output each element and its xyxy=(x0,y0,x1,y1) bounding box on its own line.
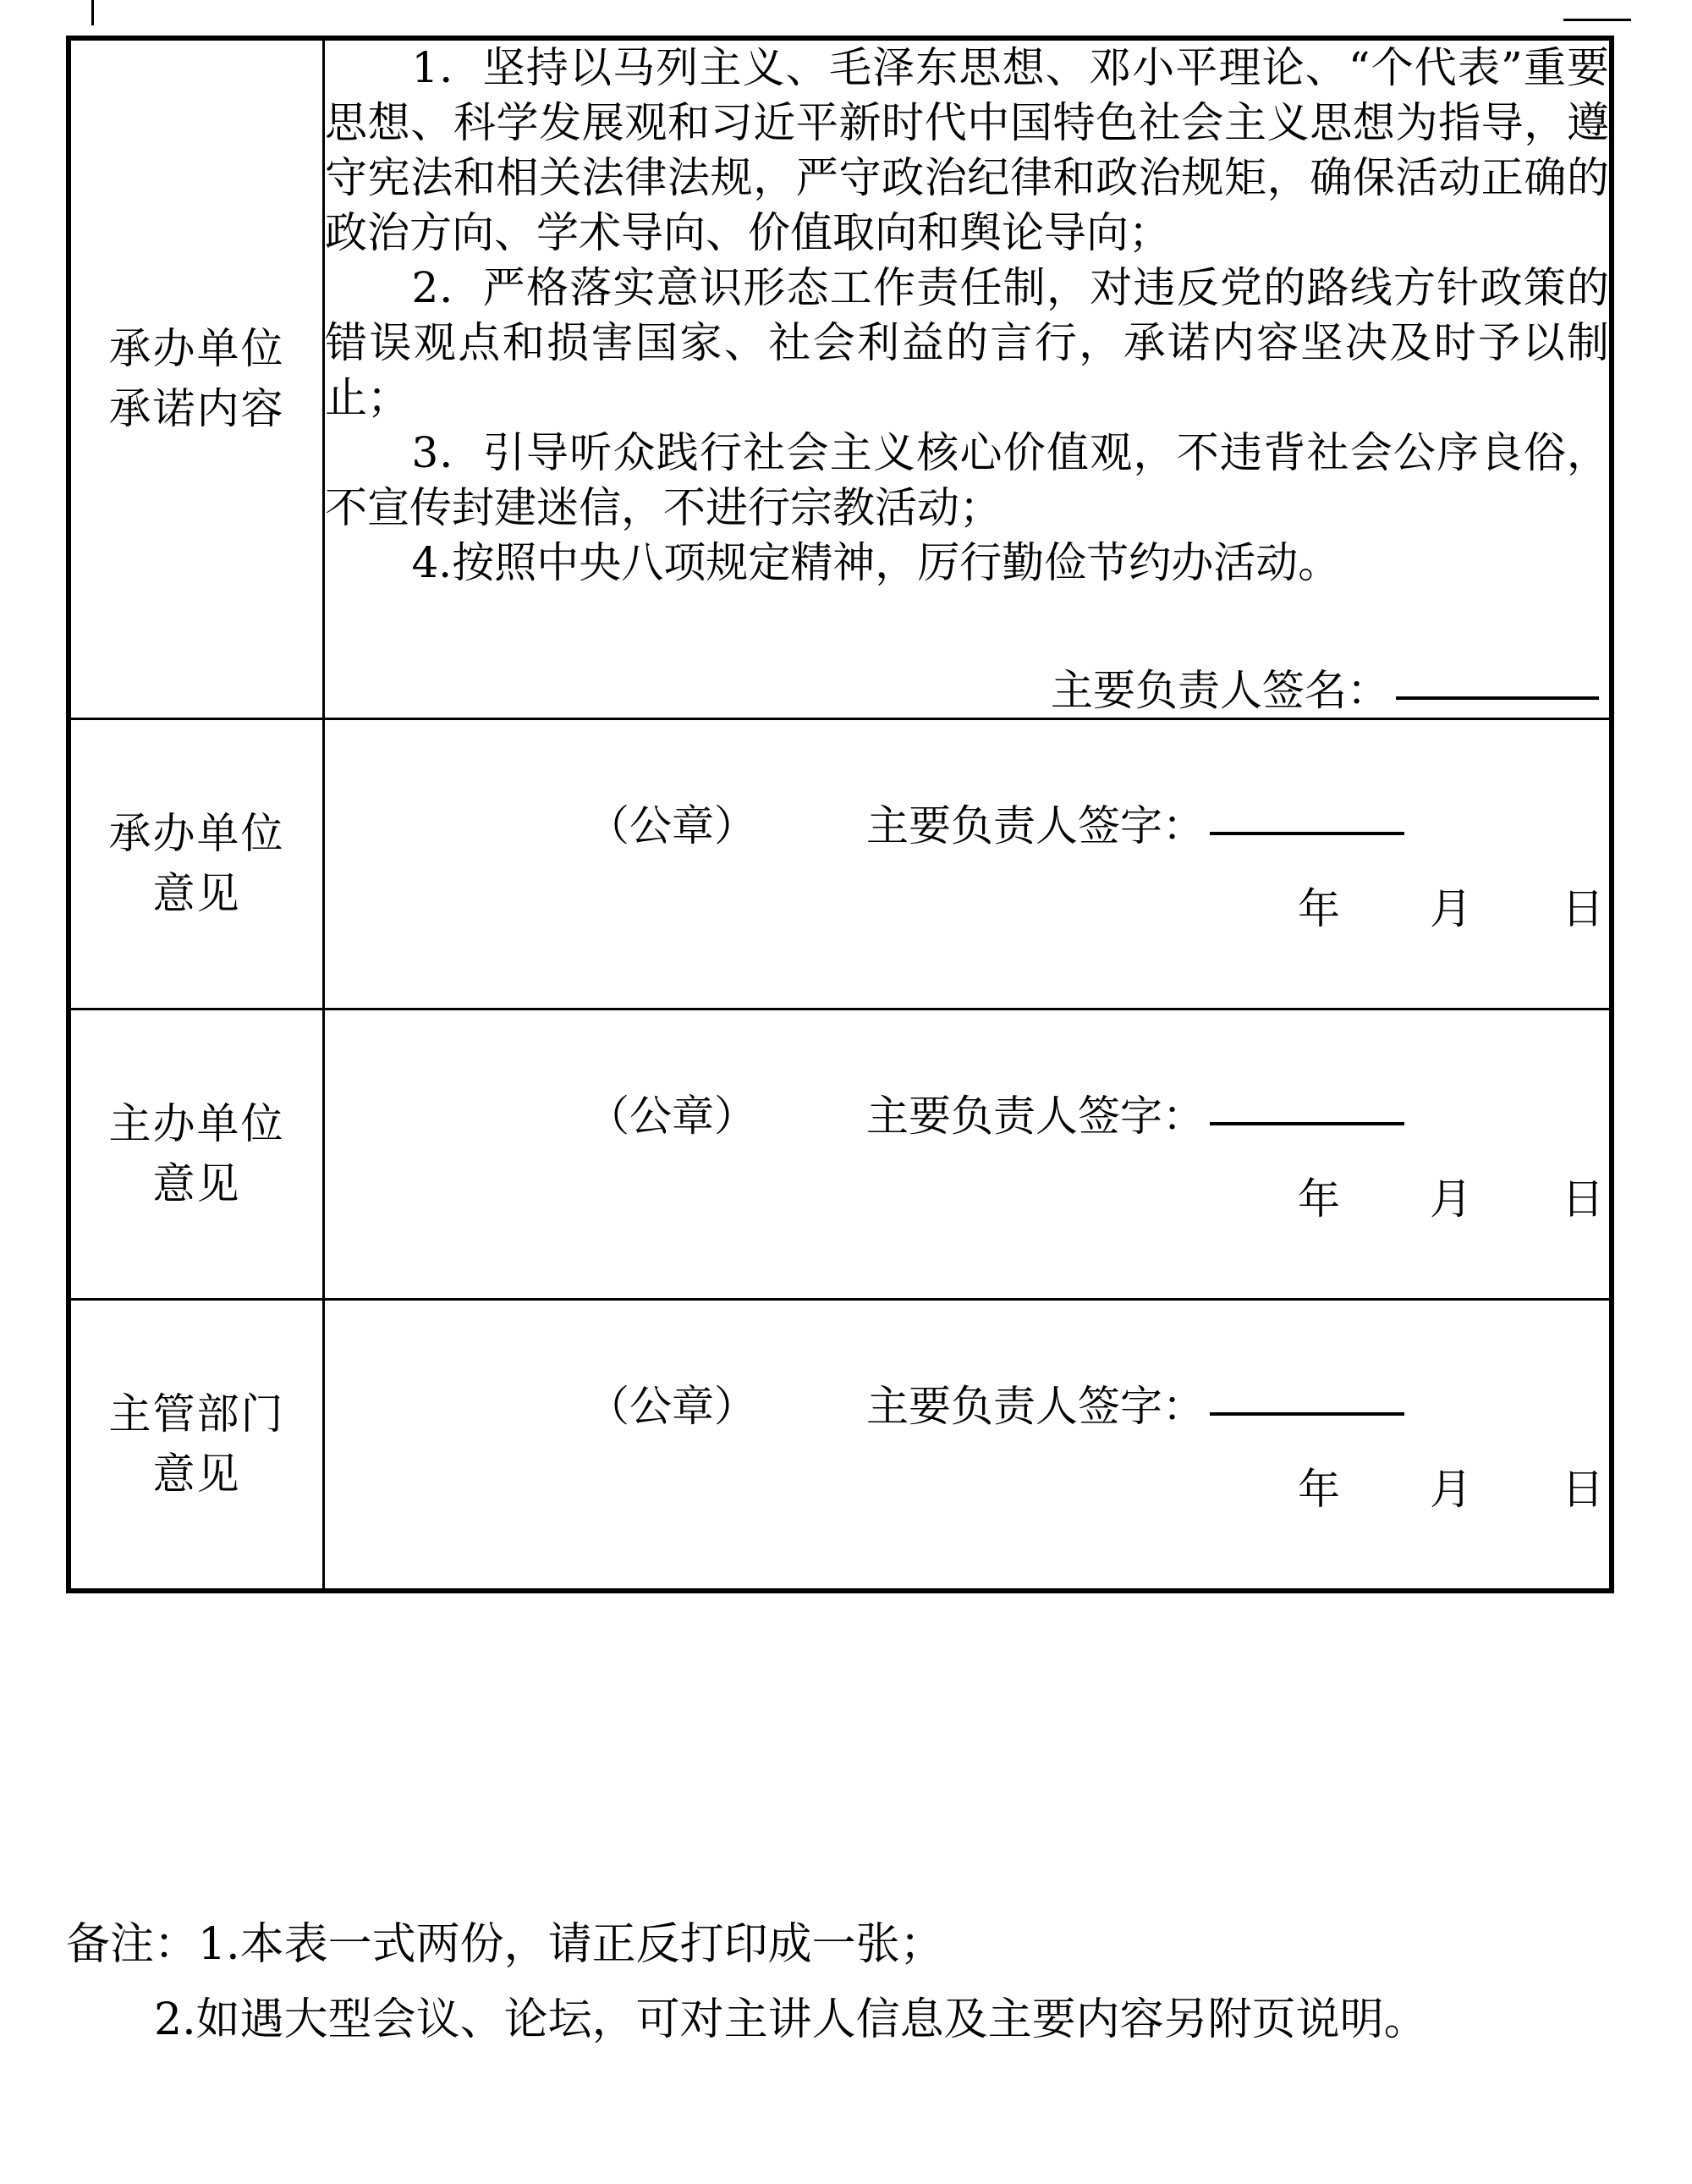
row-label-organizer-commitment xyxy=(70,40,324,719)
opinion-seal-signature-row xyxy=(325,792,1609,853)
organizer-opinion-cell xyxy=(324,719,1628,1009)
supervisor-opinion-cell xyxy=(324,1300,1628,1590)
commitment-form-table xyxy=(66,36,1628,1593)
table-row xyxy=(70,1300,1611,1590)
table-row xyxy=(70,719,1611,1009)
signature-line[interactable] xyxy=(1210,1122,1404,1125)
commitment-paragraph-3: 3．引导听众践行社会主义核心价值观，不违背社会公序良俗，不宣传封建迷信，不进行宗教活动； xyxy=(325,428,1609,532)
row-label-line: 承办单位 xyxy=(108,809,285,858)
signature-line[interactable] xyxy=(1210,1412,1404,1416)
form-notes xyxy=(66,1911,1631,2060)
table-row xyxy=(70,1009,1611,1300)
signature-label-wrap xyxy=(866,792,1404,853)
commitment-paragraphs xyxy=(325,41,1609,591)
signature-label: 主要负责人签字： xyxy=(866,1092,1205,1141)
opinion-content xyxy=(325,792,1628,936)
row-label-line: 主办单位 xyxy=(108,1099,285,1148)
row-label-line: 承诺内容 xyxy=(108,384,285,433)
opinion-seal-signature-row xyxy=(325,1082,1609,1143)
commitment-signature-label: 主要负责人签名： xyxy=(1051,666,1389,715)
registration-mark-horizontal xyxy=(1563,19,1631,21)
opinion-content xyxy=(325,1082,1628,1226)
date-label: 年 月 日 xyxy=(1298,1175,1628,1224)
row-label-line: 主管部门 xyxy=(108,1389,285,1439)
date-label: 年 月 日 xyxy=(1298,1465,1628,1514)
signature-label: 主要负责人签字： xyxy=(866,1382,1205,1431)
signature-label: 主要负责人签字： xyxy=(866,801,1205,850)
table-row xyxy=(70,40,1611,719)
seal-label: （公章） xyxy=(587,1382,756,1431)
row-label-line: 意见 xyxy=(152,869,241,918)
row-label-line: 意见 xyxy=(152,1450,241,1499)
commitment-paragraph-1: 1．坚持以马列主义、毛泽东思想、邓小平理论、“个代表”重要思想、科学发展观和习近平新时代中国特色社会主义思想为指导，遵守宪法和相关法律法规，严守政治纪律和政治规矩，确保活动正确的政治方向、学术导向、价值取向和舆论导向； xyxy=(325,43,1609,257)
note-line-1: 备注：1.本表一式两份，请正反打印成一张； xyxy=(66,1919,944,1970)
row-label-line: 意见 xyxy=(152,1159,241,1208)
commitment-paragraph-4: 4.按照中央八项规定精神，厉行勤俭节约办活动。 xyxy=(411,538,1341,587)
host-opinion-cell xyxy=(324,1009,1628,1300)
commitment-signature-line[interactable] xyxy=(1396,696,1599,700)
seal-label: （公章） xyxy=(587,1092,756,1141)
row-label-host-opinion xyxy=(70,1009,324,1300)
signature-line[interactable] xyxy=(1210,832,1404,835)
seal-label: （公章） xyxy=(587,801,756,850)
note-line-2: 2.如遇大型会议、论坛，可对主讲人信息及主要内容另附页说明。 xyxy=(154,1994,1428,2045)
registration-mark-vertical xyxy=(91,0,94,25)
opinion-content xyxy=(325,1373,1628,1516)
commitment-content-cell xyxy=(324,40,1611,719)
signature-label-wrap xyxy=(866,1373,1404,1433)
commitment-signature-area xyxy=(325,657,1609,718)
row-label-supervisor-opinion xyxy=(70,1300,324,1590)
row-label-organizer-opinion xyxy=(70,719,324,1009)
date-label: 年 月 日 xyxy=(1298,884,1628,933)
commitment-paragraph-2: 2．严格落实意识形态工作责任制，对违反党的路线方针政策的错误观点和损害国家、社会利益的言行，承诺内容坚决及时予以制止； xyxy=(325,263,1609,422)
signature-label-wrap xyxy=(866,1082,1404,1143)
row-label-line: 承办单位 xyxy=(108,324,285,373)
opinion-seal-signature-row xyxy=(325,1373,1609,1433)
